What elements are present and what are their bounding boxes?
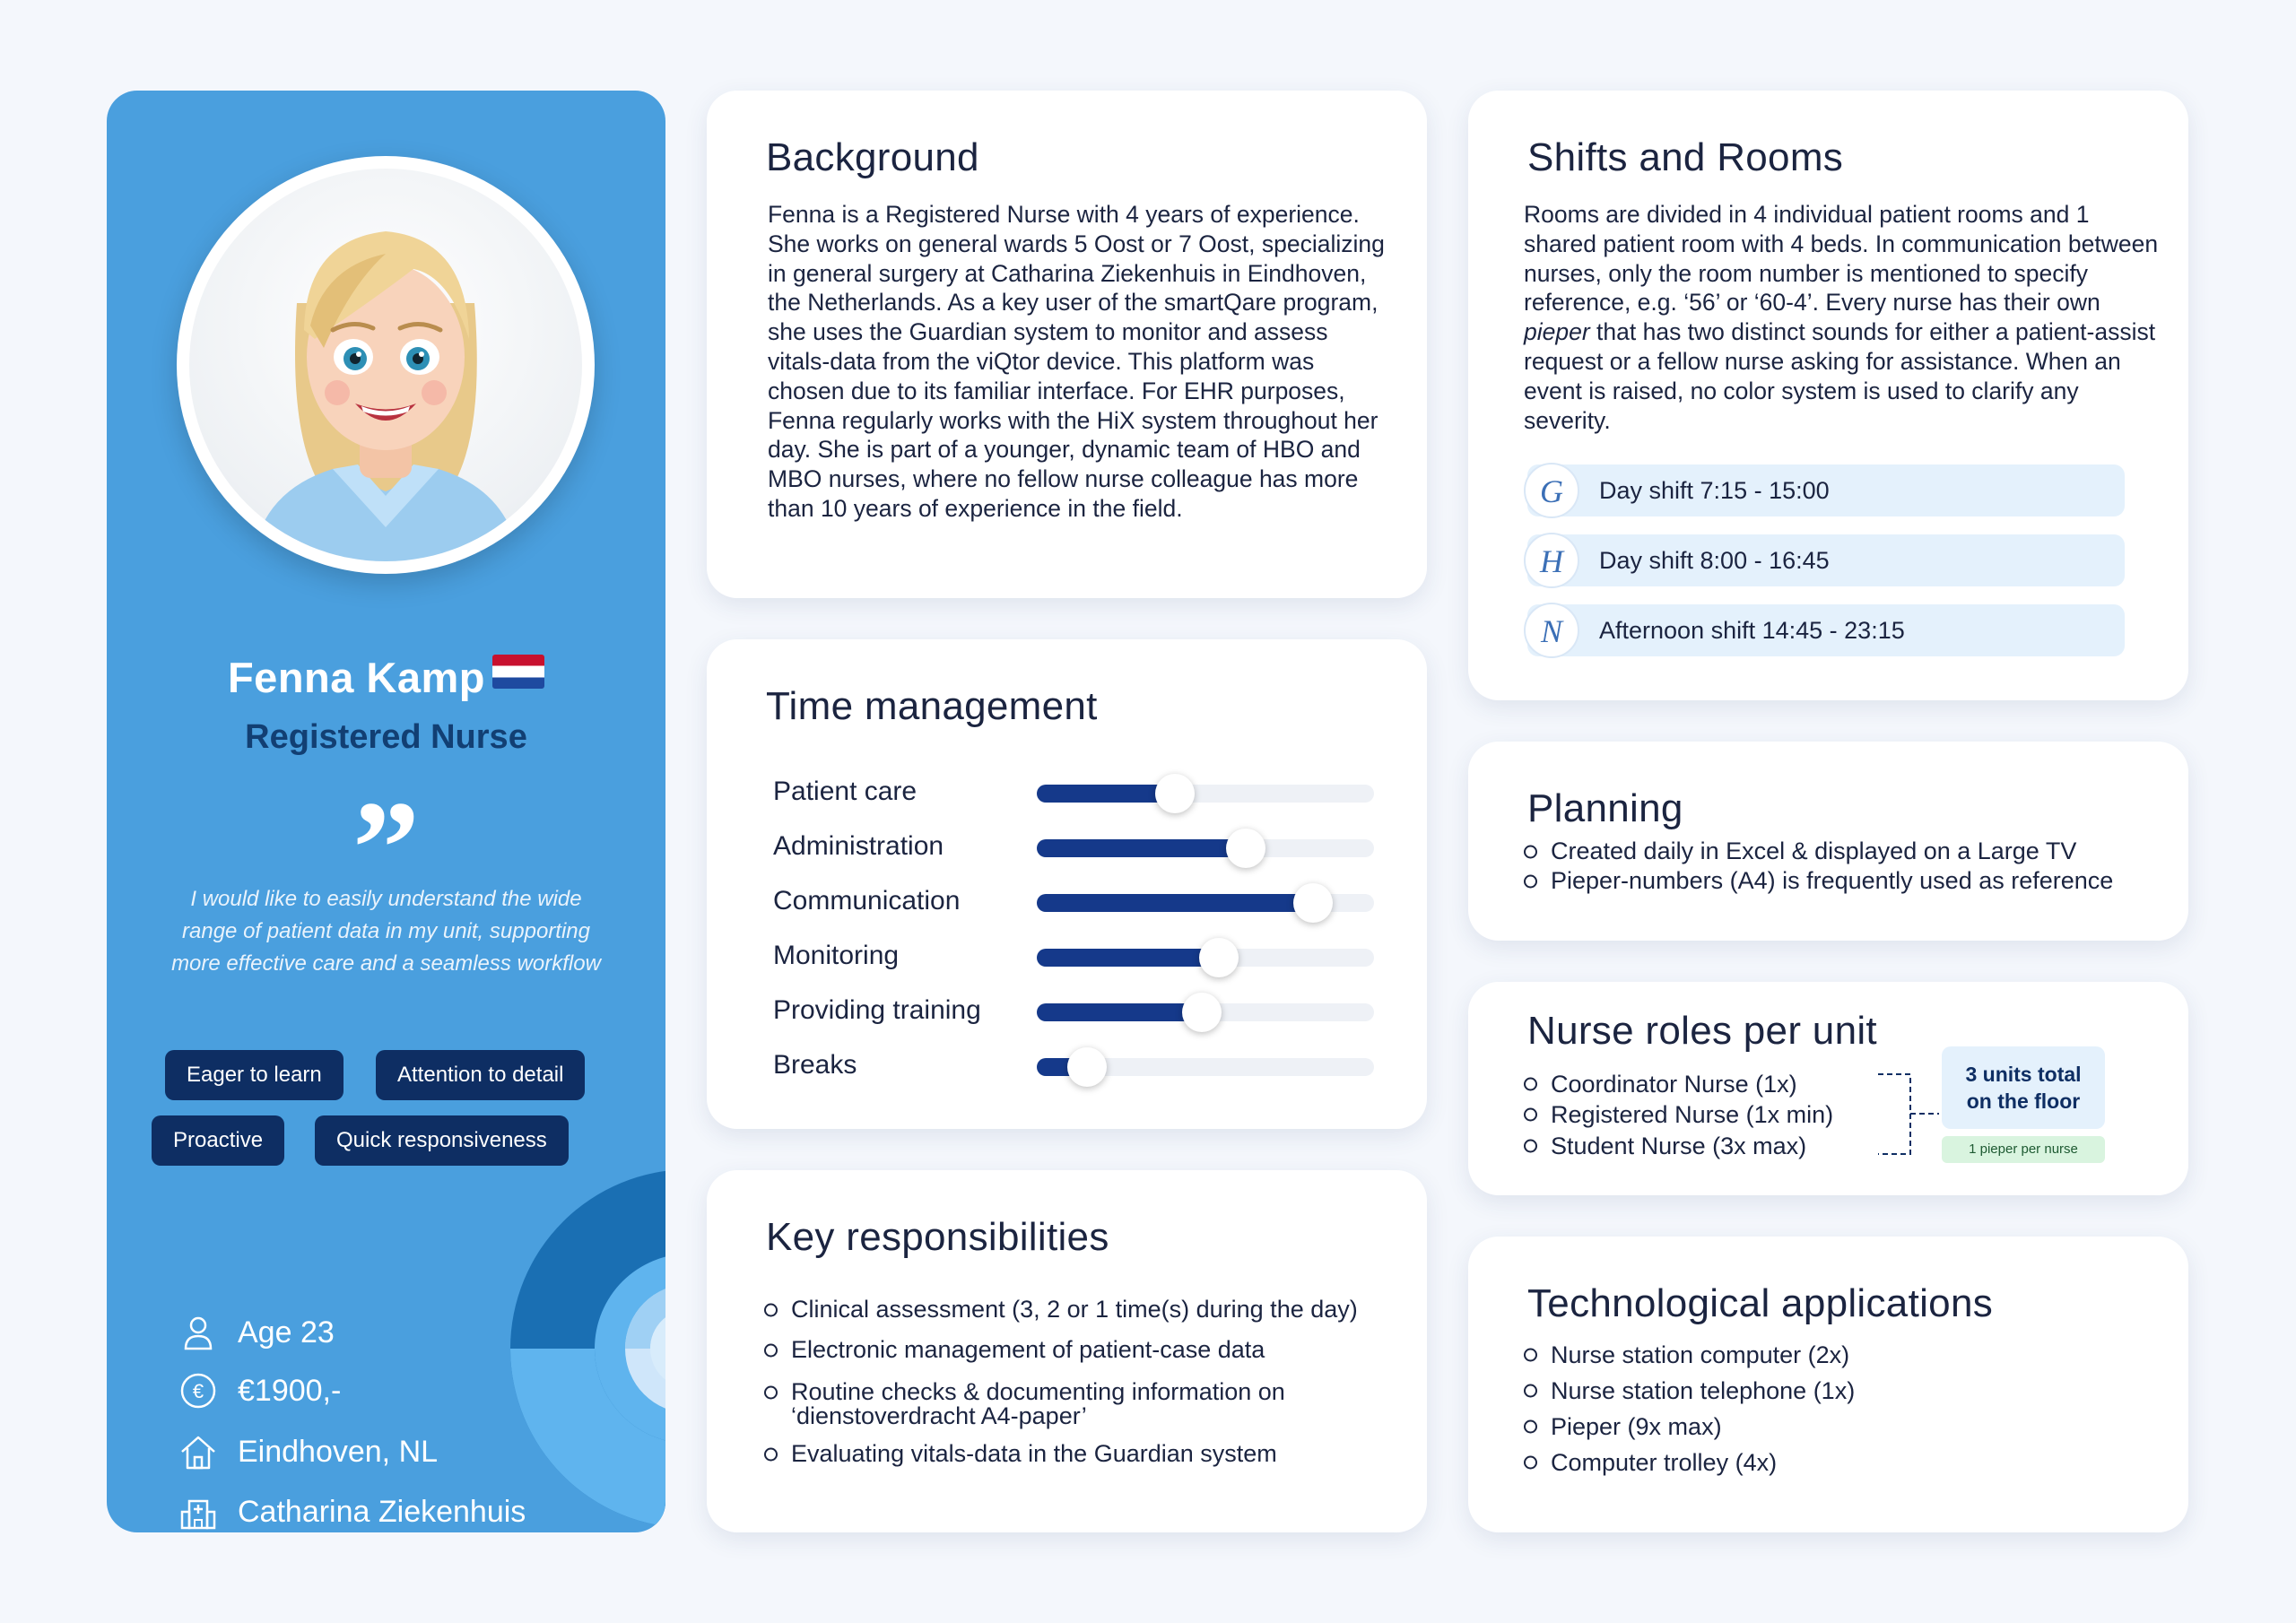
slider-handle[interactable] <box>1199 938 1239 977</box>
netherlands-flag-icon <box>492 655 544 689</box>
key-responsibilities-card <box>707 1170 1427 1532</box>
time-management-slider[interactable] <box>1037 1003 1374 1021</box>
list-item: Electronic management of patient-case data <box>764 1330 1358 1370</box>
avatar-frame <box>177 156 595 574</box>
time-management-row <box>707 1047 1424 1083</box>
nurse-roles-list <box>1524 1069 1833 1162</box>
avatar <box>189 169 582 561</box>
slider-handle[interactable] <box>1226 829 1265 868</box>
trait-tag: Quick responsiveness <box>315 1115 569 1166</box>
time-management-slider[interactable] <box>1037 949 1374 967</box>
shift-label: Day shift 8:00 - 16:45 <box>1599 547 1830 574</box>
shift-letter-icon: N <box>1524 603 1579 658</box>
background-title: Background <box>766 135 979 179</box>
shift-label: Day shift 7:15 - 15:00 <box>1599 477 1830 504</box>
list-item: Registered Nurse (1x min) <box>1524 1099 1833 1130</box>
background-card <box>707 91 1427 598</box>
slider-handle[interactable] <box>1293 883 1333 923</box>
list-item: Clinical assessment (3, 2 or 1 time(s) during the day) <box>764 1289 1358 1330</box>
time-management-card <box>707 639 1427 1129</box>
time-management-slider[interactable] <box>1037 894 1374 912</box>
list-item: Nurse station telephone (1x) <box>1524 1373 1855 1409</box>
slider-handle[interactable] <box>1182 993 1222 1032</box>
location-value: Eindhoven, NL <box>238 1434 439 1469</box>
shift-item <box>1527 604 2125 656</box>
time-management-row <box>707 993 1424 1028</box>
list-item: Routine checks & documenting information on <box>764 1372 1358 1412</box>
time-management-label: Providing training <box>773 995 981 1025</box>
avatar-illustration <box>189 169 582 561</box>
planning-list <box>1524 837 2113 896</box>
time-management-slider[interactable] <box>1037 1058 1374 1076</box>
pieper-note-badge: 1 pieper per nurse <box>1942 1136 2105 1163</box>
background-text: Fenna is a Registered Nurse with 4 years of experience. She works on general wards 5 Oost or 7 Oost, specializing in general surgery at Catharina Ziekenhuis in Eindhoven, the Netherlands. As a key user of the smartQare program, she uses the Guardian system to monitor and assess vitals-data from the viQtor device. This platform was chosen due to its familiar interface. For EHR purposes, Fenna regularly works with the HiX system throughout her day. She is part of a younger, dynamic team of HBO and MBO nurses, where no fellow nurse colleague has more than 10 years of experience in the field. <box>768 201 1385 522</box>
units-total-line: 3 units total <box>1965 1063 2082 1086</box>
time-management-slider[interactable] <box>1037 785 1374 803</box>
shift-item <box>1527 464 2125 516</box>
time-management-slider[interactable] <box>1037 839 1374 857</box>
hospital-icon <box>178 1492 218 1532</box>
list-item: Pieper-numbers (A4) is frequently used as reference <box>1524 866 2113 896</box>
time-management-row <box>707 774 1424 810</box>
tech-title: Technological applications <box>1527 1281 1994 1325</box>
shifts-text-part: Rooms are divided in 4 individual patient rooms and 1 shared patient room with 4 beds. In communication between nurses, only the room number is mentioned to specify reference, e.g. ‘56’ or ‘60-4’. Every nurse has their own <box>1524 201 2159 317</box>
age-item <box>178 1310 335 1355</box>
time-management-label: Patient care <box>773 777 918 806</box>
time-management-label: Breaks <box>773 1050 857 1080</box>
slider-fill <box>1037 949 1219 967</box>
decorative-circles <box>508 1166 665 1532</box>
age-value: Age 23 <box>238 1315 335 1350</box>
trait-tag: Eager to learn <box>165 1050 344 1100</box>
persona-role: Registered Nurse <box>245 718 527 756</box>
slider-fill <box>1037 785 1175 803</box>
units-total-line: on the floor <box>1966 1089 2081 1113</box>
salary-value: €1900,- <box>238 1373 342 1408</box>
tech-applications-card <box>1468 1237 2188 1532</box>
svg-text:€: € <box>192 1380 204 1402</box>
key-responsibilities-title: Key responsibilities <box>766 1215 1109 1259</box>
person-icon <box>178 1313 218 1352</box>
shift-letter-icon: G <box>1524 463 1579 518</box>
location-item <box>178 1429 438 1474</box>
list-item-continuation: ‘dienstoverdracht A4-paper’ <box>791 1402 1087 1429</box>
shifts-text-part: that has two distinct sounds for either a patient-assist request or a fellow nurse asking for assistance. When an event is raised, no color system is used to clarify any severity. <box>1524 318 2156 434</box>
tech-list <box>1524 1337 1855 1480</box>
slider-handle[interactable] <box>1067 1047 1107 1087</box>
shifts-text-italic: pieper <box>1524 318 1590 346</box>
salary-item <box>178 1368 341 1413</box>
shift-item <box>1527 534 2125 586</box>
trait-tag: Attention to detail <box>376 1050 585 1100</box>
persona-name: Fenna Kamp <box>227 654 486 701</box>
euro-icon <box>178 1371 218 1410</box>
list-item: Created daily in Excel & displayed on a Large TV <box>1524 837 2113 866</box>
shifts-title: Shifts and Rooms <box>1527 135 1844 179</box>
slider-fill <box>1037 1003 1202 1021</box>
time-management-label: Administration <box>773 831 944 861</box>
list-item: Pieper (9x max) <box>1524 1409 1855 1445</box>
persona-quote: I would like to easily understand the wide range of patient data in my unit, supporting more effective care and a seamless workflow <box>171 887 601 976</box>
time-management-row <box>707 938 1424 974</box>
list-item: Evaluating vitals-data in the Guardian system <box>764 1434 1358 1474</box>
list-item: Computer trolley (4x) <box>1524 1445 1855 1480</box>
shifts-text <box>1524 200 2159 435</box>
bracket-connector <box>1876 1072 1941 1161</box>
shift-letter-icon: H <box>1524 533 1579 588</box>
units-total-box <box>1942 1046 2105 1129</box>
list-item: Nurse station computer (2x) <box>1524 1337 1855 1373</box>
shifts-rooms-card <box>1468 91 2188 700</box>
workplace-value: Catharina Ziekenhuis <box>238 1494 526 1529</box>
slider-fill <box>1037 894 1313 912</box>
nurse-roles-title: Nurse roles per unit <box>1527 1009 1877 1053</box>
key-responsibilities-list <box>764 1289 1358 1474</box>
workplace-item <box>178 1489 526 1532</box>
slider-handle[interactable] <box>1155 774 1195 813</box>
persona-name-row <box>107 653 665 702</box>
time-management-label: Communication <box>773 886 961 916</box>
list-item: Student Nurse (3x max) <box>1524 1130 1833 1162</box>
quote-mark-icon: ” <box>352 774 420 923</box>
planning-card <box>1468 742 2188 941</box>
persona-profile-card <box>107 91 665 1532</box>
trait-tag: Proactive <box>152 1115 284 1166</box>
planning-title: Planning <box>1527 786 1683 830</box>
time-management-title: Time management <box>766 684 1098 728</box>
home-icon <box>178 1432 218 1471</box>
time-management-label: Monitoring <box>773 941 900 970</box>
slider-fill <box>1037 839 1246 857</box>
time-management-row <box>707 883 1424 919</box>
shift-label: Afternoon shift 14:45 - 23:15 <box>1599 617 1905 644</box>
time-management-row <box>707 829 1424 864</box>
list-item: Coordinator Nurse (1x) <box>1524 1069 1833 1099</box>
nurse-roles-card <box>1468 982 2188 1195</box>
